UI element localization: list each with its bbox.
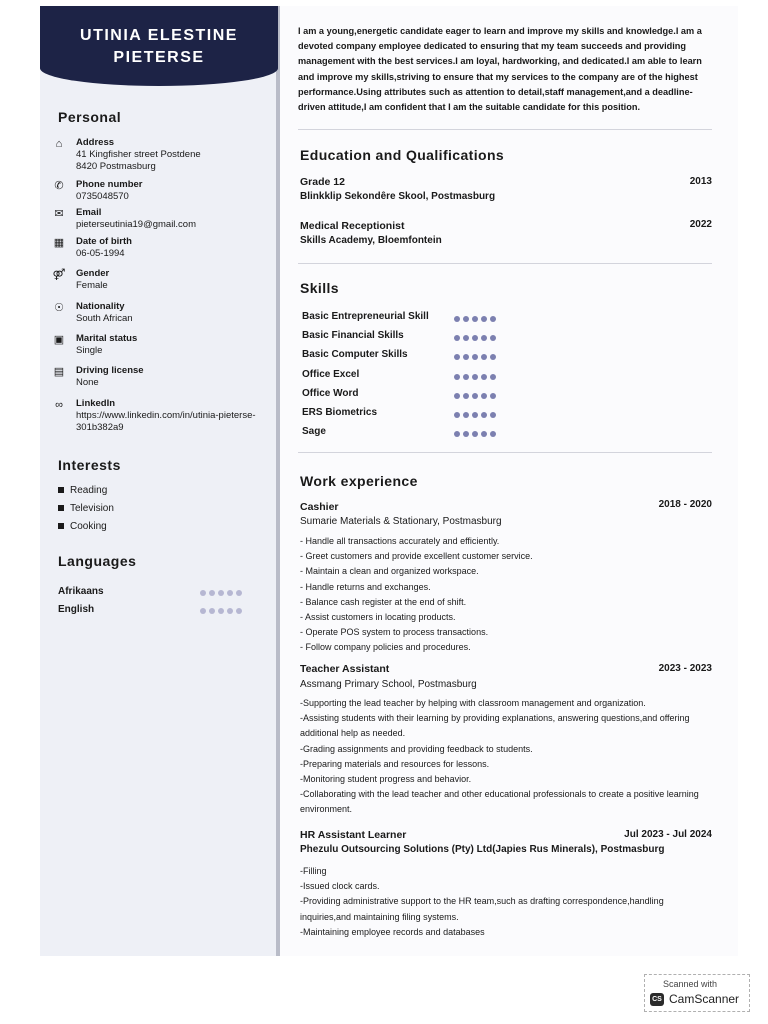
rating-dot-icon (472, 316, 478, 322)
address-label: Address (76, 137, 115, 148)
rating-dot-icon (463, 393, 469, 399)
skill-item (302, 426, 522, 442)
linkedin-value-2[interactable]: 301b382a9 (76, 422, 124, 433)
watermark-caption: Scanned with (663, 979, 718, 989)
rating-dot-icon (490, 393, 496, 399)
linkedin-label: LinkedIn (76, 398, 116, 409)
job-date: 2018 - 2020 (658, 499, 712, 510)
skill-name: Sage (302, 426, 326, 438)
link-icon: ∞ (55, 399, 63, 411)
rating-dot-icon (454, 393, 460, 399)
rating-dot-icon (481, 393, 487, 399)
sidebar (40, 6, 280, 956)
rating-dots (454, 333, 499, 344)
education-title: Grade 12 (300, 176, 345, 188)
rating-dot-icon (490, 316, 496, 322)
profile-summary: I am a young,energetic candidate eager to learn and improve my skills and knowledge.I am a devoted company employee dedicated to ensuring that my team succeeds and providing management with the best services.I am loyal, hardworking, and dedicated.I am able to learn and improve my skills,striving to ensure that my services to the company are of the highest performance.Using attributes such as attention to detail,staff management,and a deadline-driven attitude,I am confident that I am the suitable candidate for this position. (298, 26, 702, 113)
skill-name: Office Word (302, 387, 359, 399)
rating-dot-icon (227, 608, 233, 614)
skill-item (302, 349, 522, 365)
camscanner-watermark (644, 974, 750, 1012)
rating-dot-icon (481, 412, 487, 418)
rating-dots (454, 352, 499, 363)
job-title: Cashier (300, 501, 339, 513)
rating-dot-icon (481, 354, 487, 360)
rating-dot-icon (209, 590, 215, 596)
rating-dot-icon (481, 335, 487, 341)
rating-dot-icon (490, 431, 496, 437)
personal-driving (52, 365, 277, 393)
job-duties (300, 696, 710, 818)
rating-dot-icon (481, 316, 487, 322)
job-company: Phezulu Outsourcing Solutions (Pty) Ltd(Japies Rus Minerals), Postmasburg (300, 844, 665, 855)
job-date: 2023 - 2023 (658, 663, 712, 674)
rating-dot-icon (481, 374, 487, 380)
rating-dot-icon (490, 412, 496, 418)
job-title: Teacher Assistant (300, 663, 390, 675)
watermark-brand: CamScanner (669, 992, 740, 1006)
rating-dot-icon (454, 374, 460, 380)
id-badge-icon: ▣ (53, 334, 65, 346)
rating-dots (454, 410, 499, 421)
personal-gender (52, 268, 277, 296)
interest-item (58, 503, 114, 514)
name-banner (40, 6, 278, 86)
education-place: Blinkklip Sekondêre Skool, Postmasburg (300, 191, 496, 202)
duty-item: -Issued clock cards. (300, 881, 380, 892)
rating-dots (454, 429, 499, 440)
phone-icon: ✆ (54, 180, 64, 192)
work-heading: Work experience (300, 473, 418, 489)
email-label: Email (76, 207, 102, 218)
rating-dots (200, 606, 245, 617)
duty-item: - Follow company policies and procedures. (300, 642, 471, 653)
rating-dot-icon (472, 354, 478, 360)
gender-icon: ⚤ (52, 269, 66, 281)
interest-label: Cooking (70, 521, 107, 532)
skill-name: Basic Financial Skills (302, 330, 404, 342)
rating-dot-icon (481, 431, 487, 437)
job-duties (300, 864, 710, 940)
rating-dots (200, 588, 245, 599)
marital-value: Single (76, 345, 103, 356)
globe-icon: ☉ (54, 302, 64, 314)
job-title: HR Assistant Learner (300, 829, 407, 841)
rating-dot-icon (454, 335, 460, 341)
rating-dot-icon (200, 590, 206, 596)
skill-name: ERS Biometrics (302, 407, 378, 418)
interests-heading: Interests (58, 457, 121, 473)
rating-dot-icon (463, 412, 469, 418)
linkedin-value[interactable]: https://www.linkedin.com/in/utinia-pieterse- (76, 410, 256, 421)
divider (298, 129, 712, 130)
personal-marital (52, 333, 277, 361)
phone-value: 0735048570 (76, 191, 129, 202)
bullet-square-icon (58, 505, 64, 511)
gender-value: Female (76, 280, 108, 291)
rating-dots (454, 391, 499, 402)
duty-item: -Collaborating with the lead teacher and other educational professionals to create a positive learning environment. (300, 789, 699, 815)
education-place: Skills Academy, Bloemfontein (300, 235, 442, 246)
rating-dot-icon (200, 608, 206, 614)
rating-dots (454, 372, 499, 383)
education-title: Medical Receptionist (300, 220, 405, 232)
duty-item: - Balance cash register at the end of shift. (300, 596, 467, 607)
languages-heading: Languages (58, 553, 137, 569)
driving-label: Driving license (76, 365, 144, 376)
rating-dot-icon (227, 590, 233, 596)
skill-name: Basic Computer Skills (302, 349, 408, 361)
rating-dot-icon (472, 393, 478, 399)
camscanner-logo-icon: CS (650, 993, 664, 1006)
dob-value: 06-05-1994 (76, 248, 125, 259)
interest-item (58, 521, 107, 532)
education-date: 2022 (689, 219, 712, 230)
personal-email (52, 207, 277, 235)
duty-item: -Monitoring student progress and behavior. (300, 774, 472, 785)
rating-dot-icon (463, 335, 469, 341)
duty-item: - Maintain a clean and organized workspace. (300, 566, 479, 577)
personal-nationality (52, 301, 277, 329)
language-item (58, 586, 263, 600)
education-date: 2013 (689, 176, 712, 187)
rating-dot-icon (463, 374, 469, 380)
duty-item: -Filling (300, 866, 327, 876)
personal-heading: Personal (58, 109, 122, 125)
car-icon: ▤ (53, 366, 65, 378)
address-value-2: 8420 Postmasburg (76, 161, 156, 172)
nationality-label: Nationality (76, 301, 125, 312)
job-duties (300, 534, 710, 656)
rating-dot-icon (454, 412, 460, 418)
skill-item (302, 311, 522, 327)
language-item (58, 604, 263, 618)
rating-dot-icon (218, 590, 224, 596)
job-company: Assmang Primary School, Postmasburg (300, 679, 477, 690)
duty-item: - Handle all transactions accurately and efficiently. (300, 536, 500, 546)
rating-dot-icon (236, 608, 242, 614)
skill-item (302, 407, 522, 423)
job-date: Jul 2023 - Jul 2024 (624, 829, 712, 840)
email-value: pieterseutinia19@gmail.com (76, 219, 197, 230)
personal-dob (52, 236, 277, 264)
nationality-value: South African (76, 313, 133, 324)
skills-heading: Skills (300, 280, 339, 296)
interest-item (58, 485, 107, 496)
duty-item: -Supporting the lead teacher by helping with classroom management and organization. (300, 698, 646, 708)
name-line-1: UTINIA ELESTINE (80, 27, 238, 44)
duty-item: - Handle returns and exchanges. (300, 581, 431, 592)
rating-dot-icon (454, 431, 460, 437)
duty-item: - Assist customers in locating products. (300, 612, 456, 623)
rating-dot-icon (454, 354, 460, 360)
rating-dot-icon (472, 431, 478, 437)
education-heading: Education and Qualifications (300, 147, 505, 163)
language-name: Afrikaans (58, 586, 104, 597)
duty-item: - Greet customers and provide excellent customer service. (300, 551, 533, 562)
duty-item: -Providing administrative support to the HR team,such as drafting correspondence,handling inquiries,and maintaining filing systems. (300, 896, 664, 922)
rating-dot-icon (463, 431, 469, 437)
rating-dot-icon (236, 590, 242, 596)
bullet-square-icon (58, 523, 64, 529)
rating-dot-icon (454, 316, 460, 322)
bullet-square-icon (58, 487, 64, 493)
home-icon: ⌂ (55, 138, 63, 150)
dob-label: Date of birth (76, 236, 132, 247)
skill-item (302, 388, 522, 404)
duty-item: -Maintaining employee records and databases (300, 926, 485, 937)
driving-value: None (76, 377, 99, 388)
skill-name: Office Excel (302, 368, 360, 380)
job-company: Sumarie Materials & Stationary, Postmasburg (300, 516, 502, 527)
rating-dot-icon (472, 412, 478, 418)
divider (298, 263, 712, 264)
mail-icon: ✉ (54, 208, 64, 220)
skill-item (302, 369, 522, 385)
rating-dot-icon (490, 354, 496, 360)
phone-label: Phone number (76, 179, 143, 190)
rating-dot-icon (218, 608, 224, 614)
rating-dot-icon (472, 335, 478, 341)
duty-item: -Preparing materials and resources for lessons. (300, 758, 490, 769)
language-name: English (58, 604, 95, 615)
rating-dot-icon (472, 374, 478, 380)
rating-dots (454, 314, 499, 325)
personal-address (52, 137, 277, 172)
name-line-2: PIETERSE (113, 49, 205, 66)
interest-label: Reading (70, 485, 108, 496)
rating-dot-icon (490, 374, 496, 380)
duty-item: - Operate POS system to process transactions. (300, 627, 489, 638)
interest-label: Television (70, 503, 114, 514)
personal-phone (52, 179, 277, 207)
personal-linkedin (52, 398, 277, 438)
duty-item: -Grading assignments and providing feedback to students. (300, 743, 533, 754)
gender-label: Gender (76, 268, 110, 279)
rating-dot-icon (490, 335, 496, 341)
skill-name: Basic Entrepreneurial Skill (302, 311, 429, 322)
skill-item (302, 330, 522, 346)
marital-label: Marital status (76, 333, 138, 344)
calendar-icon: ▦ (53, 237, 65, 249)
duty-item: -Assisting students with their learning by providing explanations, answering questions,and offering additional help as needed. (300, 713, 690, 739)
divider (298, 452, 712, 453)
address-value: 41 Kingfisher street Postdene (76, 149, 201, 160)
rating-dot-icon (209, 608, 215, 614)
rating-dot-icon (463, 316, 469, 322)
rating-dot-icon (463, 354, 469, 360)
